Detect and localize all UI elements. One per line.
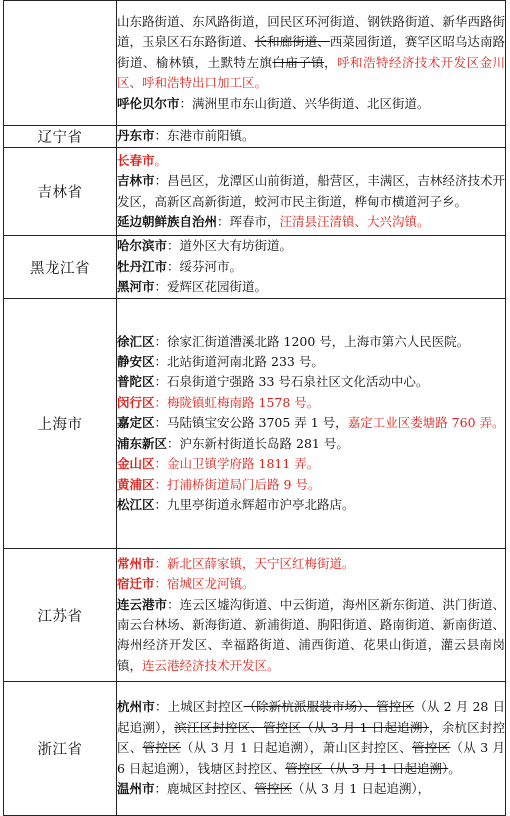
highlighted-text: 嘉定工业区娄塘路 760 弄。 (347, 415, 505, 431)
area-text: ：绥芬河市。 (167, 258, 243, 274)
province-cell (4, 1, 117, 126)
area-text: ：东港市前阳镇。 (154, 128, 255, 144)
highlighted-text: ：宿城区龙河镇。 (154, 576, 255, 592)
area-text: ：珲春市， (217, 213, 280, 229)
highlighted-text: ：金山卫镇学府路 1811 弄。 (154, 456, 320, 472)
city-name: 哈尔滨市 (117, 238, 168, 254)
content-cell (117, 148, 506, 236)
city-name: 松江区 (117, 496, 155, 512)
area-text: ：鹿城区封控区、 (154, 781, 255, 797)
table-row (4, 299, 506, 549)
table-row (4, 549, 506, 682)
area-text: ：满洲里市东山街道、兴华街道、北区街道。 (179, 95, 430, 111)
struck-text: （除新杭派服装市场）、管控区 (243, 699, 415, 715)
city-name: 温州市 (117, 781, 155, 797)
table-row (4, 236, 506, 299)
city-name: 黑河市 (117, 279, 155, 295)
highlighted-text: 呼和浩特经济技术开发区金川区、呼和浩特出口加工区。 (117, 54, 505, 91)
city-entry (117, 413, 505, 433)
city-entry (117, 495, 505, 515)
city-entry (117, 352, 505, 372)
content-cell (117, 682, 506, 816)
city-entry (117, 554, 505, 574)
struck-text: 管控区（从 3 月 1 日起追溯） (285, 760, 449, 776)
city-entry (117, 257, 505, 277)
city-name: 普陀区 (117, 374, 155, 390)
content-cell (117, 299, 506, 549)
area-text: ：马陆镇宝安公路 3705 弄 1 号， (154, 415, 348, 431)
area-text: ：徐家汇街道漕溪北路 1200 号，上海市第六人民医院。 (154, 333, 470, 349)
table-row (4, 148, 506, 236)
city-entry (117, 94, 505, 114)
area-text: ：连云区墟沟街道、中云街道，海州区新东街道、洪门街道、南云台林场、新海街道、新浦街道、朐阳街道、路南街道、新南街道、海州经济开发区、幸福路街道、浦西街道、花果山街道，灌云县南岗镇， (117, 596, 505, 673)
area-text: （从 2 月 28 日起追溯）， (117, 699, 505, 735)
struck-text: 管控区 (412, 740, 451, 756)
table-row (4, 682, 506, 816)
highlighted-text: 连云港经济技术开发区。 (142, 657, 280, 673)
city-name: 宿迁市 (117, 576, 155, 592)
area-text: ，余杭区封控区、 (117, 719, 505, 756)
highlighted-text: 。 (154, 152, 168, 168)
city-entry (117, 277, 505, 297)
city-entry (117, 595, 505, 677)
content-cell (117, 236, 506, 299)
city-entry (117, 434, 505, 454)
area-text: ：上城区封控区 (154, 699, 244, 715)
content-cell (117, 549, 506, 682)
city-entry (117, 779, 505, 799)
struck-text: 白庙子镇 (272, 54, 325, 70)
struck-text: 管控区 (254, 781, 293, 797)
city-name: 呼伦贝尔市 (117, 95, 180, 111)
city-name: 浦东新区 (117, 435, 168, 451)
area-text: 西菜园街道，赛罕区昭乌达南路街道、榆林镇，土默特左旗 (117, 34, 505, 70)
city-entry (117, 475, 505, 495)
regions-table (3, 0, 506, 816)
highlighted-text: ：新北区薛家镇，天宁区红梅街道。 (154, 555, 355, 571)
province-cell: 辽宁省 (4, 126, 117, 148)
city-name: 闵行区 (117, 394, 155, 410)
content-cell (117, 126, 506, 148)
area-text: ：九里亭街道永辉超市沪亭北路店。 (154, 496, 355, 512)
city-entry (117, 454, 505, 474)
area-text: （从 3 月 1 日起追溯），萧山区封控区、 (180, 740, 413, 756)
content-cell (117, 1, 506, 126)
city-entry (117, 393, 505, 413)
province-cell: 上海市 (4, 299, 117, 549)
area-text: ， (324, 54, 338, 70)
city-entry (117, 236, 505, 256)
province-cell: 黑龙江省 (4, 236, 117, 299)
area-text: 山东路街道、东风路街道，回民区环河街道、钢铁路街道、新华西路街道，玉泉区石东路街道、 (117, 13, 505, 50)
table-row (4, 1, 506, 126)
province-cell: 浙江省 (4, 682, 117, 816)
area-text: ：昌邑区，龙潭区山前街道，船营区，丰满区，吉林经济技术开发区，高新区高新街道，蛟河市民主街道，桦甸市横道河子乡。 (117, 173, 505, 209)
area-text: ：沪东新村街道长岛路 281 号。 (167, 435, 349, 451)
area-text: 。 (448, 760, 461, 776)
city-name: 延边朝鲜族自治州 (117, 213, 218, 229)
city-name: 长春市 (117, 152, 155, 168)
city-entry (117, 12, 505, 94)
city-name: 牡丹江市 (117, 258, 168, 274)
city-name: 常州市 (117, 555, 155, 571)
city-entry (117, 126, 505, 146)
city-entry (117, 697, 505, 779)
city-entry (117, 372, 505, 392)
area-text: （从 3 月 6 日起追溯），钱塘区封控区、 (117, 740, 505, 776)
struck-text: 滨江区封控区、管控区（从 3 月 1 日起追溯） (174, 719, 430, 735)
city-name: 嘉定区 (117, 415, 155, 431)
city-name: 黄浦区 (117, 476, 155, 492)
area-text: ：北站街道河南北路 233 号。 (154, 354, 324, 370)
city-entry (117, 574, 505, 594)
city-name: 徐汇区 (117, 333, 155, 349)
area-text: ：道外区大有坊街道。 (167, 238, 293, 254)
table-row (4, 126, 506, 148)
city-name: 杭州市 (117, 699, 155, 715)
highlighted-text: ：打浦桥街道局门后路 9 号。 (154, 476, 321, 492)
province-cell: 江苏省 (4, 549, 117, 682)
highlighted-text: ：梅陇镇虹梅南路 1578 号。 (154, 394, 320, 410)
city-name: 金山区 (117, 456, 155, 472)
province-cell: 吉林省 (4, 148, 117, 236)
city-name: 静安区 (117, 354, 155, 370)
city-name: 连云港市 (117, 596, 168, 612)
city-entry (117, 332, 505, 352)
area-text: ：爱辉区花园街道。 (154, 279, 268, 295)
city-entry (117, 151, 505, 171)
city-entry (117, 171, 505, 212)
area-text: ：石泉街道宁强路 33 号石泉社区文化活动中心。 (154, 374, 429, 390)
area-text: （从 3 月 1 日起追溯）， (292, 781, 431, 797)
struck-text: 长和廊街道、 (254, 34, 330, 50)
city-name: 丹东市 (117, 128, 155, 144)
highlighted-text: 汪清县汪清镇、大兴沟镇。 (279, 213, 430, 229)
city-name: 吉林市 (117, 173, 155, 189)
struck-text: 管控区 (142, 740, 181, 756)
city-entry (117, 212, 505, 232)
